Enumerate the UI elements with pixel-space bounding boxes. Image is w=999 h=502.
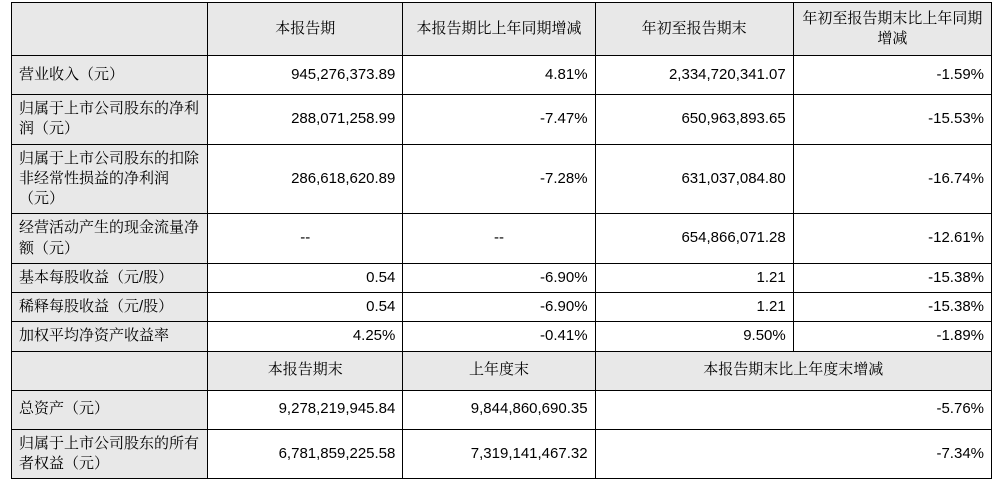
table-row [12, 390, 992, 429]
cell-basic-eps-ytd-yoy: -15.38% [793, 263, 991, 292]
cell-diluted-eps-ytd-yoy: -15.38% [793, 293, 991, 322]
table-row [12, 429, 992, 479]
cell-equity-prior-year-end: 7,319,141,467.32 [403, 429, 595, 479]
row-label-operating-cashflow: 经营活动产生的现金流量净额（元） [12, 214, 208, 264]
row-label-revenue: 营业收入（元） [12, 56, 208, 95]
cell-cashflow-current: -- [208, 214, 403, 264]
row-label-equity: 归属于上市公司股东的所有者权益（元） [12, 429, 208, 479]
header-period-end: 本报告期末 [208, 351, 403, 390]
financial-summary-table [11, 2, 992, 479]
table-header-row-top [12, 3, 992, 56]
cell-weighted-roe-ytd: 9.50% [595, 322, 793, 351]
cell-diluted-eps-current: 0.54 [208, 293, 403, 322]
header-period-end-change: 本报告期末比上年度末增减 [595, 351, 991, 390]
cell-net-profit-excl-ytd: 631,037,084.80 [595, 144, 793, 214]
row-label-net-profit-excl-nonrecurring: 归属于上市公司股东的扣除非经常性损益的净利润（元） [12, 144, 208, 214]
cell-basic-eps-current: 0.54 [208, 263, 403, 292]
cell-net-profit-ytd: 650,963,893.65 [595, 95, 793, 145]
cell-revenue-ytd: 2,334,720,341.07 [595, 56, 793, 95]
cell-diluted-eps-ytd: 1.21 [595, 293, 793, 322]
cell-net-profit-excl-ytd-yoy: -16.74% [793, 144, 991, 214]
row-label-total-assets: 总资产（元） [12, 390, 208, 429]
header-prior-year-end: 上年度末 [403, 351, 595, 390]
table-header-row-bottom [12, 351, 992, 390]
cell-basic-eps-ytd: 1.21 [595, 263, 793, 292]
cell-cashflow-ytd-yoy: -12.61% [793, 214, 991, 264]
header-current-period-yoy: 本报告期比上年同期增减 [403, 3, 595, 56]
cell-total-assets-prior-year-end: 9,844,860,690.35 [403, 390, 595, 429]
cell-net-profit-ytd-yoy: -15.53% [793, 95, 991, 145]
header-ytd: 年初至报告期末 [595, 3, 793, 56]
cell-net-profit-excl-current-yoy: -7.28% [403, 144, 595, 214]
cell-cashflow-current-yoy: -- [403, 214, 595, 264]
cell-weighted-roe-current-yoy: -0.41% [403, 322, 595, 351]
cell-total-assets-change: -5.76% [595, 390, 991, 429]
cell-equity-period-end: 6,781,859,225.58 [208, 429, 403, 479]
financial-summary-sheet [0, 2, 999, 502]
table-row [12, 214, 992, 264]
cell-net-profit-current: 288,071,258.99 [208, 95, 403, 145]
cell-basic-eps-current-yoy: -6.90% [403, 263, 595, 292]
cell-revenue-current: 945,276,373.89 [208, 56, 403, 95]
cell-equity-change: -7.34% [595, 429, 991, 479]
row-label-net-profit: 归属于上市公司股东的净利润（元） [12, 95, 208, 145]
cell-net-profit-current-yoy: -7.47% [403, 95, 595, 145]
table-row [12, 56, 992, 95]
table-row [12, 322, 992, 351]
header-ytd-yoy: 年初至报告期末比上年同期增减 [793, 3, 991, 56]
table-row [12, 144, 992, 214]
row-label-diluted-eps: 稀释每股收益（元/股） [12, 293, 208, 322]
cell-total-assets-period-end: 9,278,219,945.84 [208, 390, 403, 429]
table-row [12, 293, 992, 322]
header-corner-cell-bottom [12, 351, 208, 390]
table-row [12, 95, 992, 145]
header-current-period: 本报告期 [208, 3, 403, 56]
cell-cashflow-ytd: 654,866,071.28 [595, 214, 793, 264]
cell-net-profit-excl-current: 286,618,620.89 [208, 144, 403, 214]
cell-diluted-eps-current-yoy: -6.90% [403, 293, 595, 322]
row-label-weighted-roe: 加权平均净资产收益率 [12, 322, 208, 351]
cell-weighted-roe-current: 4.25% [208, 322, 403, 351]
cell-revenue-ytd-yoy: -1.59% [793, 56, 991, 95]
header-corner-cell [12, 3, 208, 56]
row-label-basic-eps: 基本每股收益（元/股） [12, 263, 208, 292]
cell-weighted-roe-ytd-yoy: -1.89% [793, 322, 991, 351]
cell-revenue-current-yoy: 4.81% [403, 56, 595, 95]
table-row [12, 263, 992, 292]
